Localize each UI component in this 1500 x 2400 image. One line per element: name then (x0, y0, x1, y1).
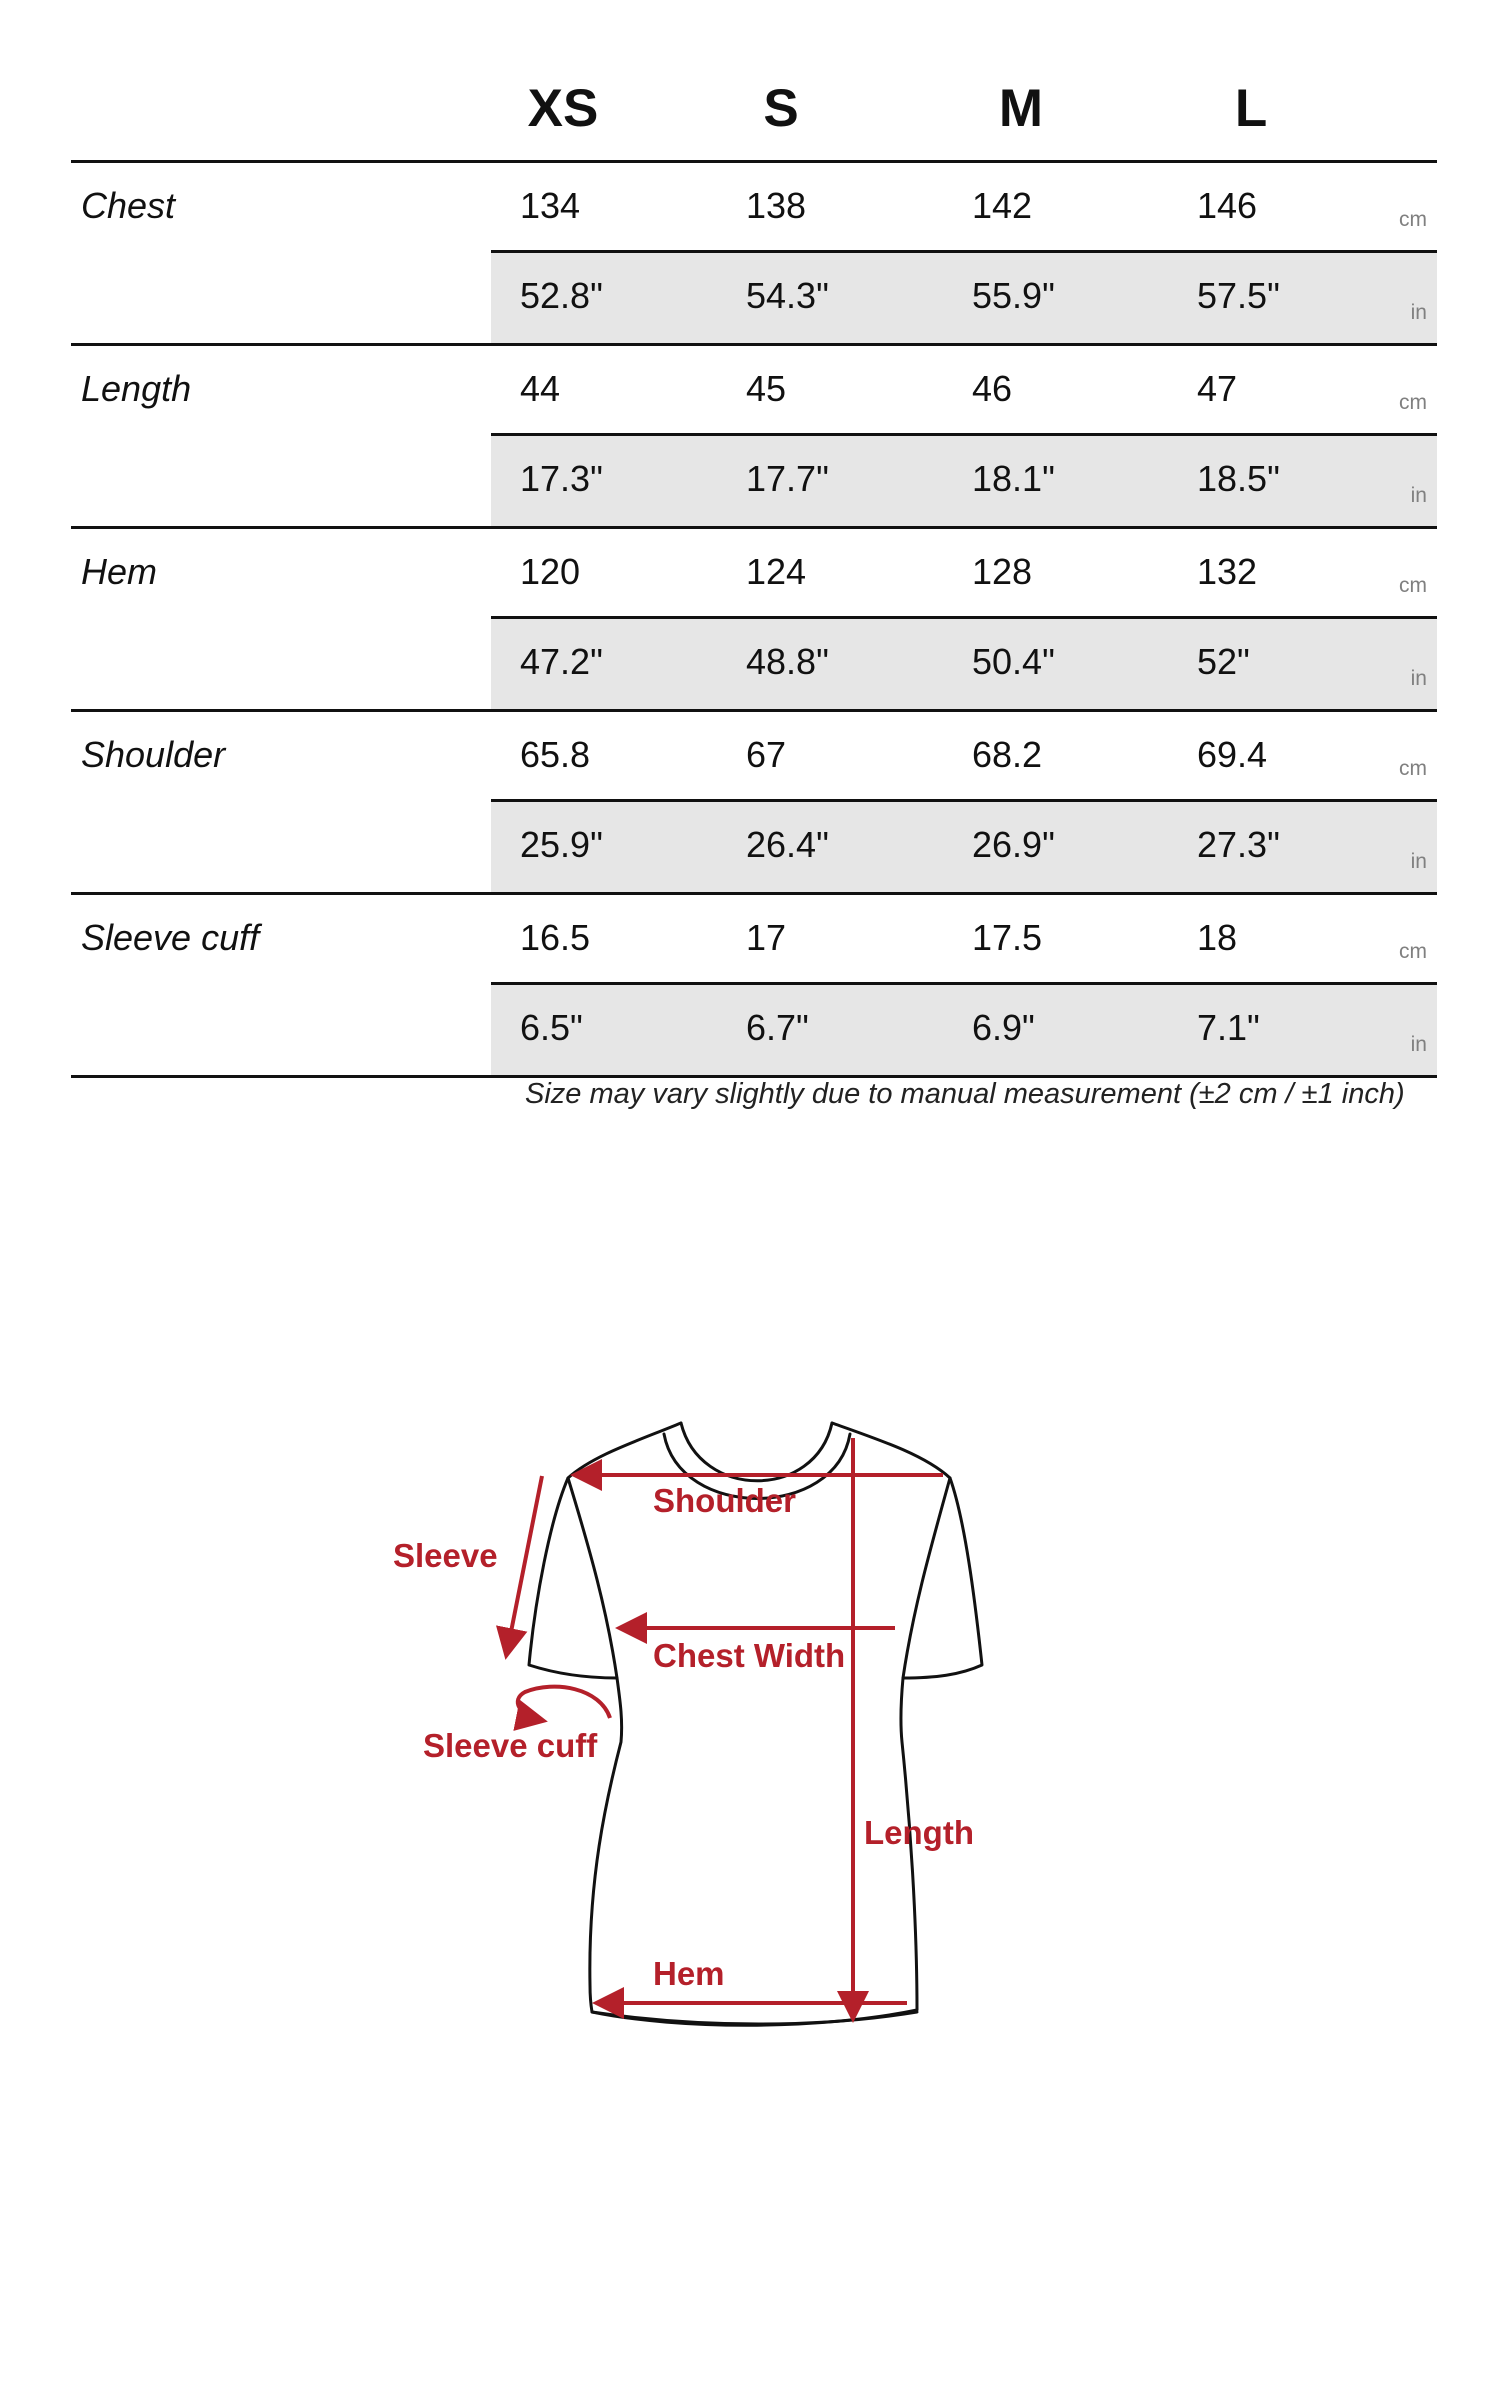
chest-width-label: Chest Width (653, 1637, 846, 1674)
measurement-group-length (71, 346, 1437, 529)
inch-value: 27.3" (1197, 824, 1280, 865)
size-header-xs: XS (527, 79, 599, 138)
cm-value: 46 (972, 368, 1013, 409)
inch-value: 50.4" (972, 641, 1055, 682)
sleeve-label: Sleeve (393, 1537, 498, 1574)
cm-value: 16.5 (520, 917, 591, 958)
measurement-group-shoulder (71, 712, 1437, 895)
measurement-label: Shoulder (81, 734, 226, 775)
cm-value: 67 (746, 734, 787, 775)
size-header-m: M (998, 79, 1044, 138)
cm-value: 45 (746, 368, 787, 409)
measurement-label: Chest (81, 185, 176, 226)
measurement-label: Length (81, 368, 192, 409)
unit-cm: cm (1399, 574, 1427, 597)
size-header-s: S (763, 79, 799, 138)
unit-in: in (1410, 484, 1427, 507)
inch-value: 6.5" (520, 1007, 583, 1048)
cm-row (491, 346, 1437, 436)
unit-in: in (1410, 301, 1427, 324)
inch-value: 17.7" (746, 458, 829, 499)
cm-value: 17.5 (972, 917, 1043, 958)
size-header-row (71, 70, 1437, 163)
inch-value: 6.7" (746, 1007, 809, 1048)
cm-value: 138 (746, 185, 807, 226)
unit-in: in (1410, 1033, 1427, 1056)
inch-value: 26.4" (746, 824, 829, 865)
unit-cm: cm (1399, 391, 1427, 414)
inch-value: 55.9" (972, 275, 1055, 316)
cm-value: 44 (520, 368, 561, 409)
cm-value: 69.4 (1197, 734, 1268, 775)
cm-value: 120 (520, 551, 581, 592)
measurement-note: Size may vary slightly due to manual measurement (±2 cm / ±1 inch) (525, 1078, 1405, 1110)
cm-row (491, 529, 1437, 619)
inch-value: 52" (1197, 641, 1250, 682)
cm-value: 124 (746, 551, 807, 592)
inch-row (491, 985, 1437, 1075)
unit-in: in (1410, 667, 1427, 690)
cm-value: 128 (972, 551, 1033, 592)
inch-value: 26.9" (972, 824, 1055, 865)
measurement-label: Hem (81, 551, 158, 592)
cm-value: 47 (1197, 368, 1238, 409)
length-label: Length (864, 1814, 974, 1851)
cm-value: 65.8 (520, 734, 591, 775)
cm-value: 68.2 (972, 734, 1043, 775)
size-header-l: L (1234, 79, 1268, 138)
inch-value: 6.9" (972, 1007, 1035, 1048)
cm-row (491, 163, 1437, 253)
unit-cm: cm (1399, 757, 1427, 780)
inch-value: 18.1" (972, 458, 1055, 499)
inch-row (491, 253, 1437, 343)
sleeve-cuff-arrow (518, 1687, 610, 1720)
unit-cm: cm (1399, 208, 1427, 231)
cm-row (491, 895, 1437, 985)
cm-value: 18 (1197, 917, 1238, 958)
cm-value: 132 (1197, 551, 1258, 592)
inch-value: 54.3" (746, 275, 829, 316)
measurement-group-chest (71, 163, 1437, 346)
inch-value: 18.5" (1197, 458, 1280, 499)
cm-value: 142 (972, 185, 1033, 226)
inch-row (491, 802, 1437, 892)
sleeve-arrow (507, 1476, 542, 1652)
inch-value: 52.8" (520, 275, 603, 316)
inch-value: 48.8" (746, 641, 829, 682)
inch-value: 25.9" (520, 824, 603, 865)
measurement-group-hem (71, 529, 1437, 712)
cm-value: 146 (1197, 185, 1258, 226)
size-table (71, 70, 1437, 1078)
measurement-group-sleeve-cuff (71, 895, 1437, 1078)
cm-row (491, 712, 1437, 802)
cm-value: 134 (520, 185, 581, 226)
sleeve-cuff-label: Sleeve cuff (423, 1727, 598, 1764)
inch-value: 57.5" (1197, 275, 1280, 316)
shoulder-label: Shoulder (653, 1482, 797, 1519)
measurement-label: Sleeve cuff (81, 917, 260, 958)
hem-label: Hem (653, 1955, 725, 1992)
inch-row (491, 436, 1437, 526)
unit-cm: cm (1399, 940, 1427, 963)
inch-value: 17.3" (520, 458, 603, 499)
unit-in: in (1410, 850, 1427, 873)
inch-row (491, 619, 1437, 709)
cm-value: 17 (746, 917, 787, 958)
inch-value: 47.2" (520, 641, 603, 682)
inch-value: 7.1" (1197, 1007, 1260, 1048)
